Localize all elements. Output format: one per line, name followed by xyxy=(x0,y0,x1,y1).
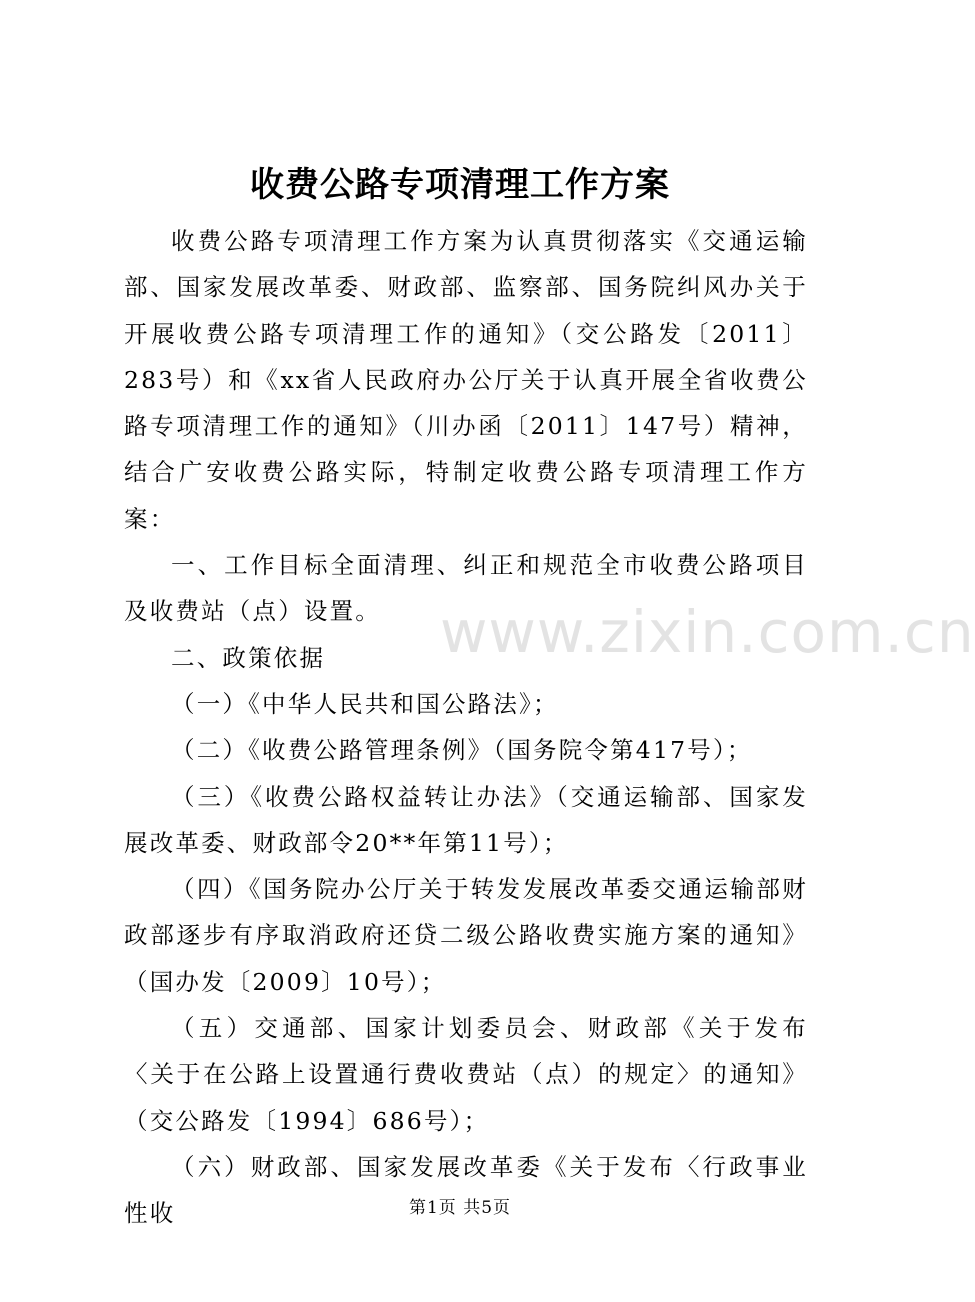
paragraph-intro: 收费公路专项清理工作方案为认真贯彻落实《交通运输部、国家发展改革委、财政部、监察部、国务院纠风办关于开展收费公路专项清理工作的通知》（交公路发〔2011〕283号）和《xx省人民政府办公厅关于认真开展全省收费公路专项清理工作的通知》（川办函〔2011〕147号）精神，结合广安收费公路实际，特制定收费公路专项清理工作方案： xyxy=(124,227,808,533)
watermark: www.zixin.com.cn xyxy=(440,598,975,666)
page-footer: 第1页 共5页 xyxy=(408,1198,512,1218)
document-title: 收费公路专项清理工作方案 xyxy=(250,165,670,205)
paragraph-basis-5: （五）交通部、国家计划委员会、财政部《关于发布〈关于在公路上设置通行费收费站（点）的规定〉的通知》（交公路发〔1994〕686号）； xyxy=(124,1014,808,1135)
paragraph-basis-3: （三）《收费公路权益转让办法》（交通运输部、国家发展改革委、财政部令20**年第11号）； xyxy=(124,782,808,857)
document-body xyxy=(124,218,808,1237)
paragraph-basis-1: （一）《中华人民共和国公路法》； xyxy=(171,689,559,718)
paragraph-basis-4: （四）《国务院办公厅关于转发发展改革委交通运输部财政部逐步有序取消政府还贷二级公路收费实施方案的通知》（国办发〔2009〕10号）； xyxy=(124,875,808,996)
paragraph-section-2-heading: 二、政策依据 xyxy=(171,643,326,672)
paragraph-basis-6: （六）财政部、国家发展改革委《关于发布〈行政事业性收 xyxy=(124,1152,808,1228)
paragraph-section-1: 一、工作目标全面清理、纠正和规范全市收费公路项目及收费站（点）设置。 xyxy=(124,551,808,626)
paragraph-basis-2: （二）《收费公路管理条例》（国务院令第417号）； xyxy=(171,736,753,765)
